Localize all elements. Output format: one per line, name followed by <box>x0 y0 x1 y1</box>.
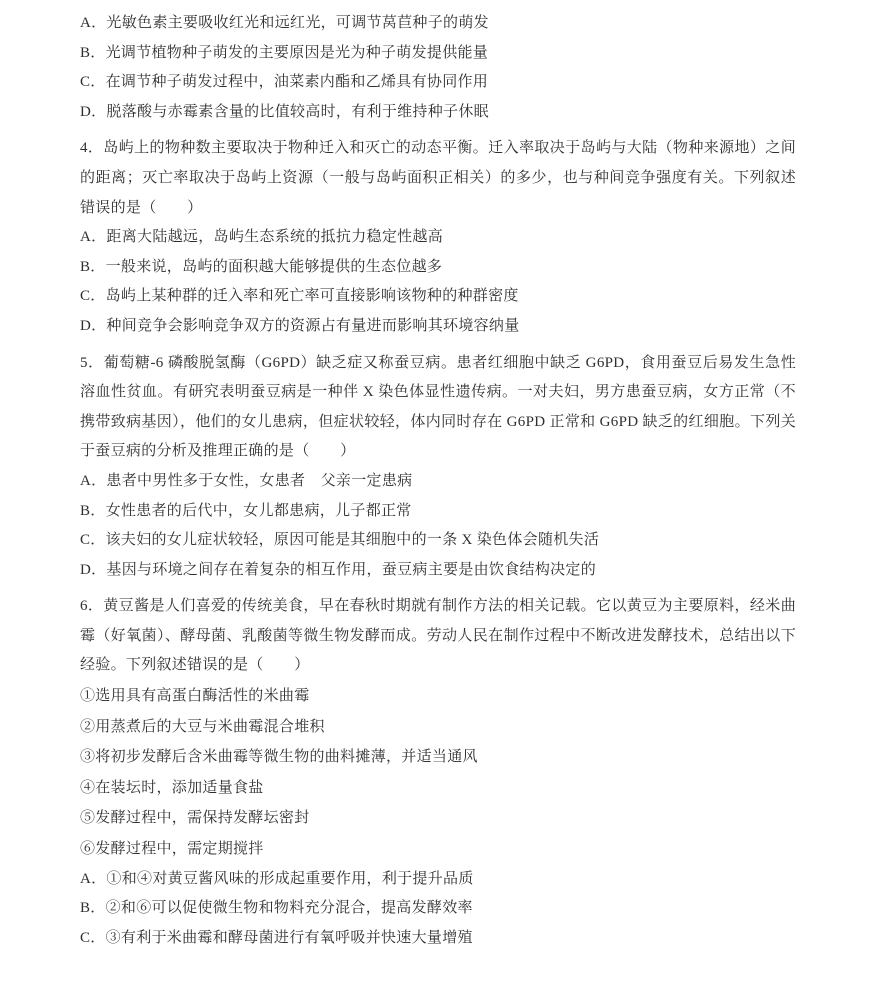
numbered-item: ②用蒸煮后的大豆与米曲霉混合堆积 <box>80 718 325 735</box>
numbered-item: ④在装坛时，添加适量食盐 <box>80 779 264 796</box>
numbered-item: ①选用具有高蛋白酶活性的米曲霉 <box>80 688 310 705</box>
numbered-item: ③将初步发酵后含米曲霉等微生物的曲料摊薄，并适当通风 <box>80 749 478 766</box>
option-line: A．患者中男性多于女性，女患者 父亲一定患病 <box>80 472 413 489</box>
question-stem: 6．黄豆酱是人们喜爱的传统美食，早在春秋时期就有制作方法的相关记载。它以黄豆为主要原料，经米曲霉（好氧菌）、酵母菌、乳酸菌等微生物发酵而成。劳动人民在制作过程中不断改进发酵技术，总结出以下经验。下列叙述错误的是（ ） <box>80 598 796 674</box>
option-line: A．光敏色素主要吸收红光和远红光，可调节莴苣种子的萌发 <box>80 15 489 31</box>
option-line: D．基因与环境之间存在着复杂的相互作用，蚕豆病主要是由饮食结构决定的 <box>80 561 597 578</box>
numbered-item: ⑥发酵过程中，需定期搅拌 <box>80 841 264 858</box>
document-body <box>80 9 796 953</box>
option-line: D．种间竞争会影响竞争双方的资源占有量进而影响其环境容纳量 <box>80 317 520 334</box>
option-line: C．岛屿上某种群的迁入率和死亡率可直接影响该物种的种群密度 <box>80 288 519 305</box>
numbered-item: ⑤发酵过程中，需保持发酵坛密封 <box>80 810 310 827</box>
option-line: B．②和⑥可以促使微生物和物料充分混合，提高发酵效率 <box>80 900 473 917</box>
option-line: A．距离大陆越远，岛屿生态系统的抵抗力稳定性越高 <box>80 229 444 246</box>
option-line: C．③有利于米曲霉和酵母菌进行有氧呼吸并快速大量增殖 <box>80 929 473 946</box>
option-line: C．该夫妇的女儿症状较轻，原因可能是其细胞中的一条 X 染色体会随机失活 <box>80 532 600 549</box>
option-line: A．①和④对黄豆酱风味的形成起重要作用，利于提升品质 <box>80 870 474 887</box>
option-line: B．光调节植物种子萌发的主要原因是光为种子萌发提供能量 <box>80 44 489 61</box>
question-stem: 4．岛屿上的物种数主要取决于物种迁入和灭亡的动态平衡。迁入率取决于岛屿与大陆（物种来源地）之间的距离；灭亡率取决于岛屿上资源（一般与岛屿面积正相关）的多少，也与种间竞争强度有关。下列叙述错误的是（ ） <box>80 140 796 216</box>
option-line: B．一般来说，岛屿的面积越大能够提供的生态位越多 <box>80 258 443 275</box>
option-line: D．脱落酸与赤霉素含量的比值较高时，有利于维持种子休眠 <box>80 103 489 120</box>
question-stem: 5．葡萄糖-6 磷酸脱氢酶（G6PD）缺乏症又称蚕豆病。患者红细胞中缺乏 G6PD，食用蚕豆后易发生急性溶血性贫血。有研究表明蚕豆病是一种伴 X 染色体显性遗传病。一对夫妇，男方患蚕豆病，女方正常（不携带致病基因），他们的女儿患病，但症状较轻，体内同时存在 G6PD 正常和 G6PD 缺乏的红细胞。下列关于蚕豆病的分析及推理正确的是（ ） <box>80 354 796 460</box>
option-line: C．在调节种子萌发过程中，油菜素内酯和乙烯具有协同作用 <box>80 74 489 91</box>
option-line: B．女性患者的后代中，女儿都患病，儿子都正常 <box>80 502 412 519</box>
